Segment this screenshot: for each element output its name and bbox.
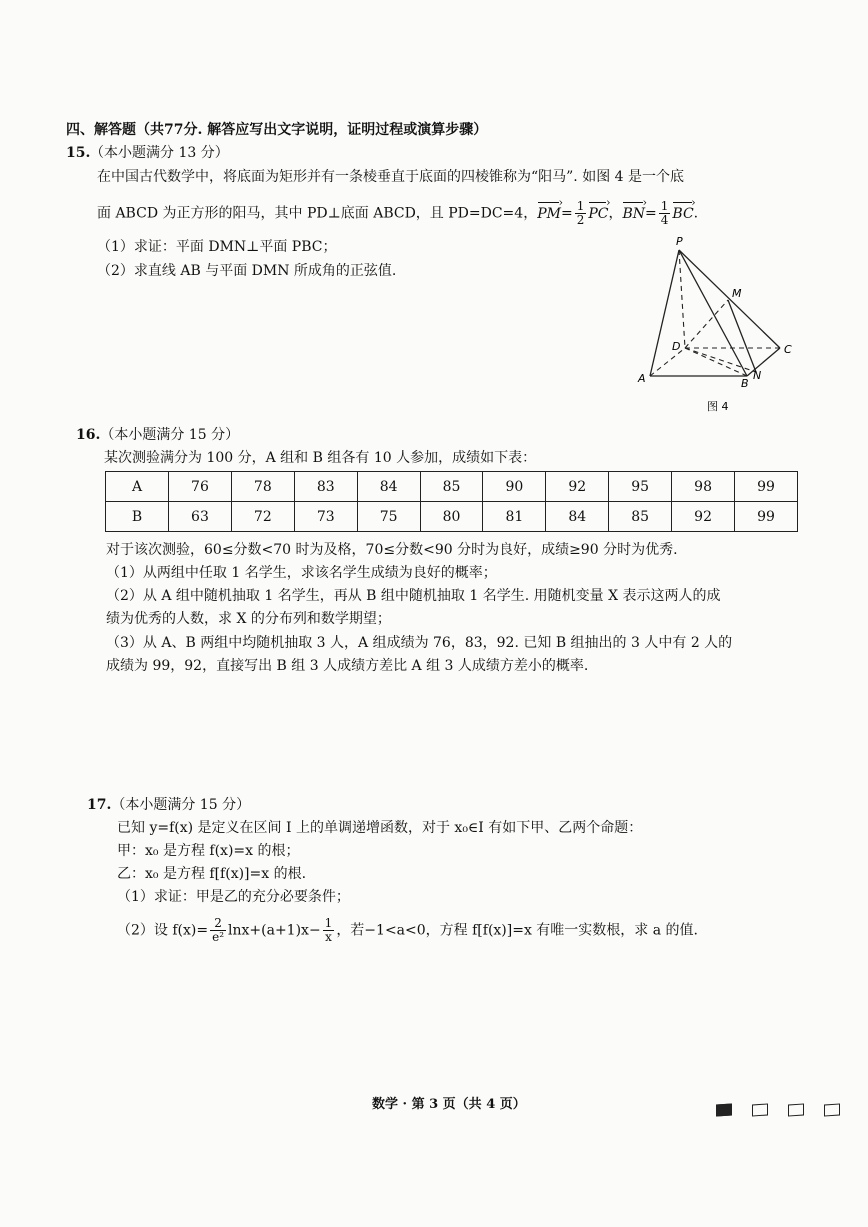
q17-part2: [117, 917, 698, 944]
q16-part2-line2: 绩为优秀的人数，求 X 的分布列和数学期望；: [106, 611, 391, 627]
frac-num: 2: [210, 917, 226, 931]
q17-part2-c: ，若−1<a<0，方程 f[f(x)]=x 有唯一实数根，求 a 的值.: [336, 922, 698, 939]
table-cell: 99: [735, 502, 798, 532]
figure-caption: 图 4: [707, 400, 729, 413]
corner-marks: [716, 1101, 860, 1120]
label-p: P: [676, 235, 683, 248]
table-cell: 90: [483, 472, 546, 502]
table-cell: 72: [231, 502, 294, 532]
q15-part2: （2）求直线 AB 与平面 DMN 所成角的正弦值.: [97, 263, 397, 279]
q16-number: 16.: [76, 427, 101, 443]
table-cell: 98: [672, 472, 735, 502]
section-header: 四、解答题（共77分. 解答应写出文字说明，证明过程或演算步骤）: [66, 122, 488, 138]
table-cell: 63: [169, 502, 232, 532]
q16-part3-line1: （3）从 A、B 两组中均随机抽取 3 人，A 组成绩为 76，83，92. 已知 B 组抽出的 3 人中有 2 人的: [106, 635, 733, 651]
q16-part1: （1）从两组中任取 1 名学生，求该名学生成绩为良好的概率；: [106, 565, 497, 581]
fraction-one-half: [575, 200, 587, 227]
q15-intro-line2: 面 ABCD 为正方形的阳马，其中 PD⊥底面 ABCD，且 PD=DC=4，PM ›= $\frac{1}{2}$ PC ›，BN ›= $\frac{1}{4}$ BC ›.: [97, 200, 698, 227]
q17-points: （本小题满分 15 分）: [111, 797, 251, 813]
vector-bc: BC ›: [672, 204, 693, 224]
label-a: A: [638, 372, 646, 385]
segment-dm: [685, 300, 728, 348]
q16-criteria: 对于该次测验，60≤分数<70 时为及格，70≤分数<90 分时为良好，成绩≥90 分时为优秀.: [106, 542, 678, 558]
empty-box-icon: [752, 1103, 768, 1116]
q16-intro: 某次测验满分为 100 分，A 组和 B 组各有 10 人参加，成绩如下表：: [104, 450, 537, 466]
fraction-one-quarter: [659, 200, 671, 227]
table-cell: 75: [357, 502, 420, 532]
table-cell: 76: [169, 472, 232, 502]
table-cell: 78: [231, 472, 294, 502]
q15-number: 15.: [66, 145, 91, 161]
fraction-two-over-e-squared: [210, 917, 226, 944]
table-row-a: [106, 472, 798, 502]
row-label: B: [106, 502, 169, 532]
vector-bn: BN ›: [622, 204, 645, 224]
table-cell: 80: [420, 502, 483, 532]
label-c: C: [784, 343, 792, 356]
edge-pd: [679, 250, 685, 348]
vector-pc: PC ›: [588, 204, 608, 224]
segment-dn: [685, 348, 756, 372]
table-cell: 83: [294, 472, 357, 502]
frac-den: 2: [576, 213, 585, 227]
q15-part1: （1）求证：平面 DMN⊥平面 PBC；: [97, 239, 337, 255]
q15-points: （本小题满分 13 分）: [90, 145, 229, 161]
page-footer: 数学 · 第 3 页（共 4 页）: [372, 1097, 526, 1112]
table-cell: 73: [294, 502, 357, 532]
frac-num: 1: [324, 916, 333, 930]
empty-box-icon: [788, 1103, 804, 1116]
q15-intro-line2-text: 面 ABCD 为正方形的阳马，其中 PD⊥底面 ABCD，且 PD=DC=4，: [97, 205, 538, 222]
edge-pc: [679, 250, 780, 348]
table-cell: 84: [357, 472, 420, 502]
q17-jia: 甲：x₀ 是方程 f(x)=x 的根；: [117, 843, 300, 859]
pyramid-figure: [630, 230, 805, 420]
frac-num: 1: [576, 199, 585, 213]
q17-part2-a: （2）设 f(x)=: [117, 922, 209, 939]
empty-box-icon: [824, 1103, 840, 1116]
filled-box-icon: [716, 1103, 732, 1116]
edge-pa: [650, 250, 679, 376]
q17-header: [87, 795, 250, 815]
q17-part1: （1）求证：甲是乙的充分必要条件；: [117, 889, 350, 905]
q16-part3-line2: 成绩为 99，92，直接写出 B 组 3 人成绩方差比 A 组 3 人成绩方差小的概率.: [106, 658, 589, 674]
table-cell: 99: [735, 472, 798, 502]
table-cell: 92: [672, 502, 735, 532]
edge-db: [685, 348, 747, 376]
row-label: A: [106, 472, 169, 502]
table-row-b: [106, 502, 798, 532]
frac-den: e²: [212, 930, 225, 944]
table-cell: 81: [483, 502, 546, 532]
q15-intro-line1: 在中国古代数学中，将底面为矩形并有一条棱垂直于底面的四棱锥称为“阳马”. 如图 4 是一个底: [97, 169, 685, 185]
label-b: B: [741, 377, 749, 390]
score-table: [105, 471, 798, 532]
q17-yi: 乙：x₀ 是方程 f[f(x)]=x 的根.: [117, 866, 307, 882]
table-cell: 95: [609, 472, 672, 502]
frac-den: 4: [660, 213, 669, 227]
label-m: M: [732, 287, 742, 300]
table-cell: 92: [546, 472, 609, 502]
q17-intro: 已知 y=f(x) 是定义在区间 I 上的单调递增函数，对于 x₀∈I 有如下甲、乙两个命题：: [117, 820, 643, 836]
fraction-one-over-x: [323, 917, 335, 944]
q16-points: （本小题满分 15 分）: [100, 427, 240, 443]
q16-header: [76, 425, 239, 445]
q17-part2-b: lnx+(a+1)x−: [228, 922, 321, 939]
table-cell: 85: [420, 472, 483, 502]
q17-number: 17.: [87, 797, 112, 813]
label-d: D: [672, 340, 681, 353]
table-cell: 84: [546, 502, 609, 532]
q16-part2-line1: （2）从 A 组中随机抽取 1 名学生，再从 B 组中随机抽取 1 名学生. 用随机变量 X 表示这两人的成: [106, 588, 721, 604]
frac-num: 1: [660, 199, 669, 213]
frac-den: x: [325, 930, 332, 944]
vector-pm: PM ›: [537, 204, 561, 224]
label-n: N: [753, 369, 762, 382]
table-cell: 85: [609, 502, 672, 532]
